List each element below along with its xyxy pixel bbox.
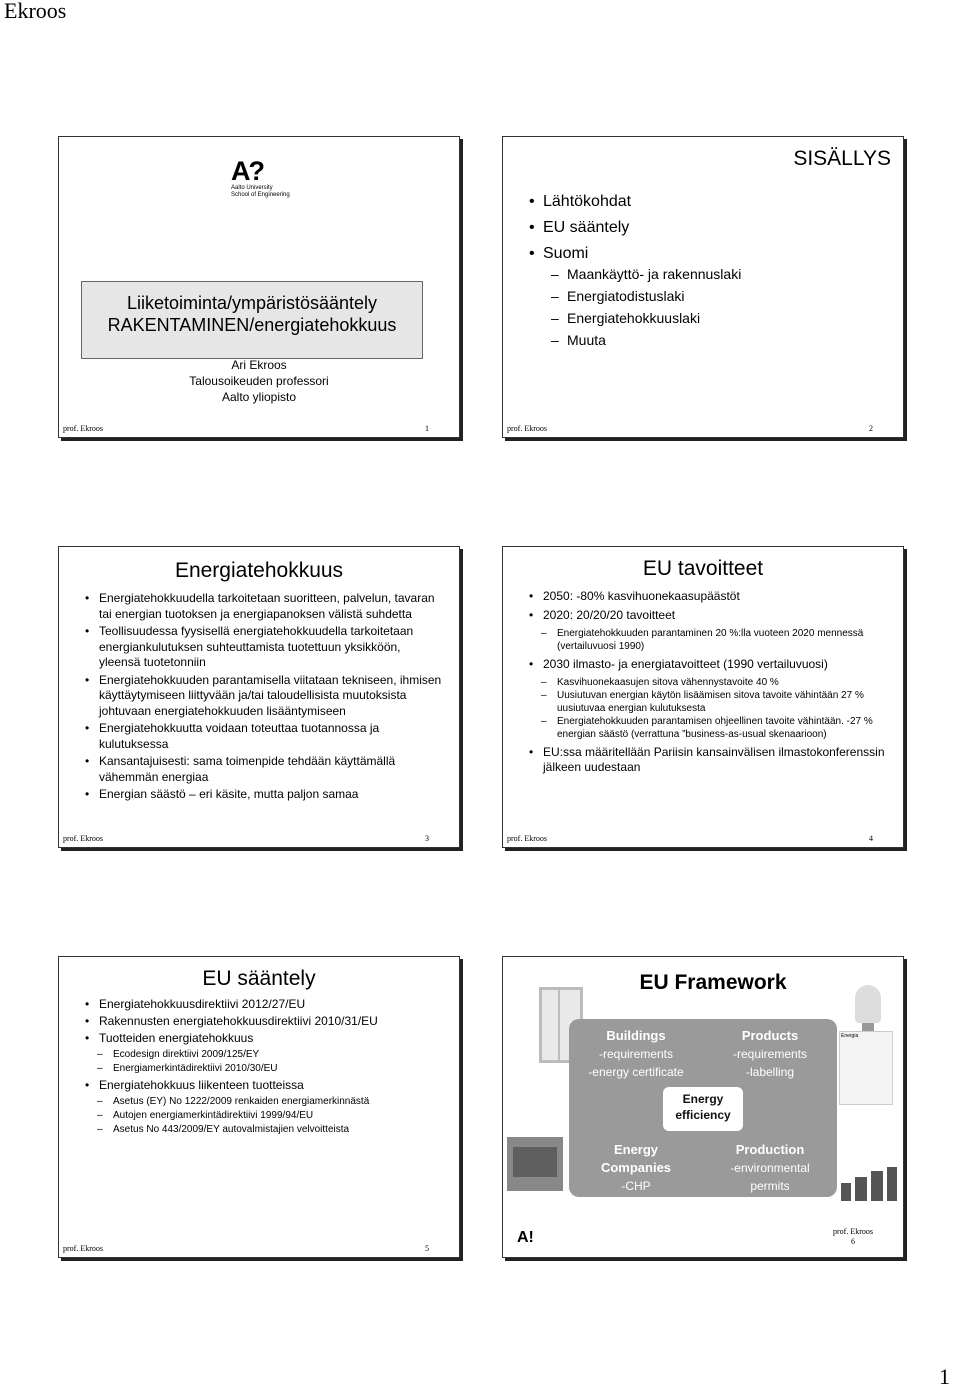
slide-title: EU tavoitteet [642,557,764,580]
sub-list-item: – Asetus (EY) No 1222/2009 renkaiden energiamerkinnästä [97,1095,445,1109]
list-item: • Energiatehokkuutta voidaan toteuttaa tuotannossa ja kulutuksessa [83,721,443,752]
quadrant-line: -requirements [598,1047,674,1061]
sub-list-item: – Ecodesign direktiivi 2009/125/EY [97,1048,445,1062]
slide-title: EU sääntely [202,967,316,990]
cabinet-icon [887,1167,897,1201]
list-item: • Energian säästö – eri käsite, mutta paljon samaa [83,787,443,803]
quadrant-heading: Production [735,1142,805,1157]
aalto-logo [231,157,291,199]
quadrant-line: permits [750,1179,790,1193]
list-item: – Muuta [551,329,741,351]
list-item: • Energiatehokkuus liikenteen tuotteissa [83,1078,445,1093]
bullet-list [527,589,889,775]
slide-title: EU Framework [639,971,787,994]
sub-list-item: – Uusiutuvan energian käytön lisäämisen sitova tavoite vähintään 27 % uusiutuvaa energian kulutuksesta [541,689,889,715]
slide-number: 3 [425,834,429,843]
slide-footer [833,1227,873,1247]
list-item: – Energiatehokkuuslaki [551,307,741,329]
light-bulb-icon [855,985,881,1023]
list-item: – Energiatodistuslaki [551,285,741,307]
bullet-list [83,591,443,803]
slide-6 [502,956,904,1258]
quadrant-line: -environmental [730,1161,810,1175]
list-item: • Kansantajuisesti: sama toimenpide tehdään käyttämällä vähemmän energiaa [83,754,443,785]
slide-footer-author: prof. Ekroos [63,1244,103,1253]
equipment-cabinets-image [839,1167,899,1201]
cabinet-icon [855,1177,867,1201]
quadrant-heading: Products [741,1028,799,1043]
slide-title: Energiatehokkuus [174,559,344,582]
page-number: 1 [939,1364,950,1389]
sub-list [551,263,741,351]
list-item: • Suomi [527,241,631,267]
slide-footer-author: prof. Ekroos [507,834,547,843]
bullet-list [83,997,445,1137]
quadrant-line: -energy certificate [588,1065,684,1079]
power-plant-photo [507,1137,563,1191]
sub-list-item: – Energiatehokkuuden parantamisen ohjeellinen tavoite vähintään. -27 % energian säästö (verrattuna ”business-as-usual skenaarioon) [541,715,889,741]
slide-number: 6 [851,1237,855,1246]
author-org: Aalto yliopisto [221,390,297,404]
energy-label-heading: Energia [841,1033,859,1039]
list-item: • Energiatehokkuudella tarkoitetaan suoritteen, palvelun, tavaran tai energian tuotoksen ja energiapanoksen välistä suhdetta [83,591,443,622]
slide-2 [502,136,904,438]
slide-4 [502,546,904,848]
aalto-logo-line1: Aalto University [231,185,273,191]
author-role: Talousoikeuden professori [189,374,329,388]
list-item: • Lähtökohdat [527,189,631,215]
quadrant-line: -requirements [732,1047,808,1061]
energy-efficiency-box [663,1087,743,1131]
sub-list-item: – Kasvihuonekaasujen sitova vähennystavoite 40 % [541,676,889,689]
list-item: • 2030 ilmasto- ja energiatavoitteet (1990 vertailuvuosi) [527,657,889,672]
slide-number: 2 [869,424,873,433]
sub-list-item: – Autojen energiamerkintädirektiivi 1999/94/EU [97,1109,445,1123]
slide-title: SISÄLLYS [793,147,891,170]
slide-footer-author: prof. Ekroos [833,1227,873,1236]
list-item: • Teollisuudessa fyysisellä energiatehokkuudella tarkoitetaan energiankulutuksen suhteuttamista tuotettuun yksikköön, yleensä tuotetonniin [83,624,443,671]
list-item: • EU sääntely [527,215,631,241]
slide-number: 4 [869,834,873,843]
quadrant-heading: Companies [600,1160,672,1175]
quadrant-line: -CHP [621,1179,651,1193]
list-item: • Tuotteiden energiatehokkuus [83,1031,445,1046]
slide-footer-author: prof. Ekroos [63,834,103,843]
quadrant-heading: Buildings [606,1028,666,1043]
list-item: – Maankäyttö- ja rakennuslaki [551,263,741,285]
list-item: • EU:ssa määritellään Pariisin kansainvälisen ilmastokonferenssin jälkeen uudestaan [527,745,889,775]
center-line-1: Energy [682,1092,724,1106]
slide-number: 1 [425,424,429,433]
slide-1 [58,136,460,438]
sub-list-item: – Asetus No 443/2009/EY autovalmistajien velvoitteista [97,1123,445,1137]
aalto-logo: A! [517,1229,534,1246]
quadrant-line: -labelling [745,1065,795,1079]
title-line-2: RAKENTAMINEN/energiatehokkuus [107,315,397,335]
cabinet-icon [871,1171,883,1201]
document-title: Ekroos [4,0,67,23]
list-item: • Energiatehokkuuden parantamisella viitataan tekniseen, ihmisen käyttäytymiseen liittyvään ja/tai taloudellisista muutoksista johtuvaan energiatehokkuuden lisääntymiseen [83,673,443,720]
list-item: • Energiatehokkuusdirektiivi 2012/27/EU [83,997,445,1012]
aalto-logo-line2: School of Engineering [231,192,290,198]
slide-5 [58,956,460,1258]
list-item: • 2020: 20/20/20 tavoitteet [527,608,889,623]
slide-number: 5 [425,1244,429,1253]
slide-title-box [81,281,423,359]
author-block [59,357,459,405]
center-line-2: efficiency [675,1108,731,1122]
list-item: • 2050: -80% kasvihuonekaasupäästöt [527,589,889,604]
quadrant-heading: Energy [613,1142,659,1157]
energy-label-image [839,1031,893,1105]
bullet-list [527,189,631,267]
aalto-logo-mark: A? [231,156,263,186]
slide-footer-author: prof. Ekroos [63,424,103,433]
cabinet-icon [841,1183,851,1201]
title-line-1: Liiketoiminta/ympäristösääntely [126,293,378,313]
sub-list-item: – Energiatehokkuuden parantaminen 20 %:lla vuoteen 2020 mennessä (vertailuvuosi 1990) [541,627,889,653]
slide-3 [58,546,460,848]
list-item: • Rakennusten energiatehokkuusdirektiivi 2010/31/EU [83,1014,445,1029]
sub-list-item: – Energiamerkintädirektiivi 2010/30/EU [97,1062,445,1076]
author-name: Ari Ekroos [231,358,287,372]
slide-footer-author: prof. Ekroos [507,424,547,433]
